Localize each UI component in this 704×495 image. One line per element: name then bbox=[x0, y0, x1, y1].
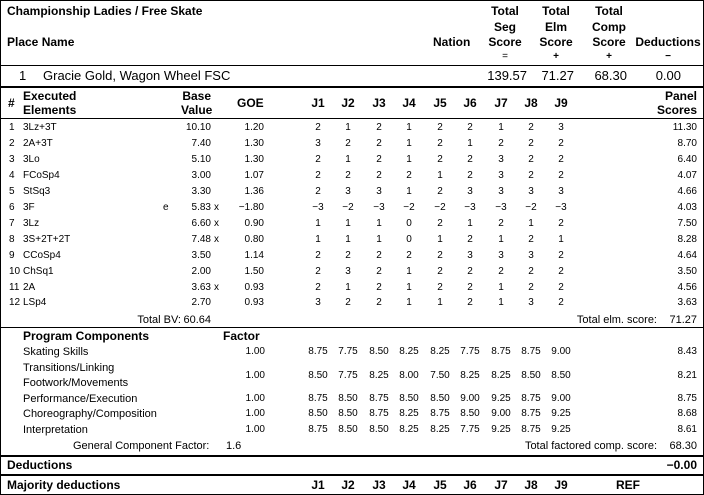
element-bonus-flag: x bbox=[214, 281, 219, 293]
element-judge-score: 2 bbox=[315, 153, 321, 165]
element-goe: 1.36 bbox=[244, 185, 264, 197]
component-label: Footwork/Movements bbox=[23, 377, 129, 389]
element-number: 6 bbox=[9, 201, 15, 213]
element-judge-score: 2 bbox=[345, 169, 351, 181]
element-base-value: 6.60 bbox=[191, 217, 211, 229]
element-judge-score: −2 bbox=[434, 201, 446, 213]
component-judge-score: 9.25 bbox=[551, 424, 571, 435]
element-judge-score: 2 bbox=[315, 122, 321, 133]
element-base-value: 3.63 bbox=[191, 281, 211, 293]
component-judge-score: 8.25 bbox=[399, 408, 419, 419]
element-judge-score: 2 bbox=[406, 249, 412, 261]
divider bbox=[1, 65, 703, 66]
element-judge-score: 3 bbox=[498, 249, 504, 261]
component-judge-score: 8.75 bbox=[369, 393, 389, 404]
element-judge-score: 2 bbox=[376, 137, 382, 149]
divider bbox=[1, 474, 703, 476]
element-base-value: 7.48 bbox=[191, 233, 211, 245]
element-base-value: 2.00 bbox=[191, 265, 211, 277]
component-judge-score: 8.75 bbox=[308, 346, 328, 357]
judge-header-j7: J7 bbox=[494, 96, 508, 110]
component-judge-score: 8.50 bbox=[369, 346, 389, 357]
total-bv-value: 60.64 bbox=[183, 314, 211, 326]
element-judge-score: 2 bbox=[437, 185, 443, 197]
component-judge-score: 8.50 bbox=[338, 393, 358, 404]
element-judge-score: 2 bbox=[315, 265, 321, 277]
component-label: Skating Skills bbox=[23, 346, 89, 358]
element-goe: 0.93 bbox=[244, 297, 264, 309]
component-panel-score: 8.21 bbox=[677, 370, 697, 381]
component-label: Choreography/Composition bbox=[23, 408, 157, 420]
component-judge-score: 8.50 bbox=[430, 393, 450, 404]
total-comp-value: 68.30 bbox=[669, 440, 697, 452]
element-base-value: 3.00 bbox=[191, 169, 211, 181]
element-judge-score: 2 bbox=[558, 297, 564, 309]
element-judge-score: 1 bbox=[498, 122, 504, 133]
judge-header-j9: J9 bbox=[554, 96, 568, 110]
element-judge-score: 3 bbox=[467, 249, 473, 261]
component-judge-score: 7.75 bbox=[338, 370, 358, 381]
element-judge-score: 2 bbox=[376, 265, 382, 277]
element-panel-score: 6.40 bbox=[677, 153, 697, 165]
judge-header-j1: J1 bbox=[311, 96, 325, 110]
element-base-value: 3.50 bbox=[191, 249, 211, 261]
divider bbox=[1, 118, 703, 119]
divider bbox=[1, 327, 703, 328]
pc-factor-header: Factor bbox=[223, 329, 260, 343]
element-judge-score: 2 bbox=[528, 281, 534, 293]
element-code: StSq3 bbox=[23, 185, 51, 197]
element-goe: 0.93 bbox=[244, 281, 264, 293]
element-judge-score: 3 bbox=[315, 297, 321, 309]
component-judge-score: 8.25 bbox=[399, 424, 419, 435]
component-judge-score: 9.00 bbox=[551, 346, 571, 357]
element-judge-score: 2 bbox=[498, 265, 504, 277]
skater-pcs: 68.30 bbox=[594, 68, 627, 83]
element-judge-score: 2 bbox=[467, 297, 473, 309]
total-bv-label: Total BV: bbox=[137, 314, 181, 326]
element-goe: 0.80 bbox=[244, 233, 264, 245]
element-judge-score: 2 bbox=[376, 281, 382, 293]
component-judge-score: 8.25 bbox=[399, 346, 419, 357]
majority-judge-j7: J7 bbox=[494, 478, 508, 492]
element-goe: 1.07 bbox=[244, 169, 264, 181]
element-judge-score: 2 bbox=[437, 265, 443, 277]
element-number: 9 bbox=[9, 249, 15, 261]
component-judge-score: 8.50 bbox=[521, 370, 541, 381]
element-judge-score: −3 bbox=[464, 201, 476, 213]
component-judge-score: 7.50 bbox=[430, 370, 450, 381]
component-judge-score: 8.50 bbox=[460, 408, 480, 419]
element-judge-score: 3 bbox=[498, 185, 504, 197]
element-judge-score: 2 bbox=[467, 122, 473, 133]
skater-tes: 71.27 bbox=[541, 68, 574, 83]
element-judge-score: 3 bbox=[376, 185, 382, 197]
element-bonus-flag: x bbox=[214, 217, 219, 229]
element-judge-score: −2 bbox=[342, 201, 354, 213]
component-label: Performance/Execution bbox=[23, 393, 138, 405]
skater-place: 1 bbox=[19, 68, 27, 83]
element-panel-score: 11.30 bbox=[672, 122, 697, 133]
judge-header-j3: J3 bbox=[372, 96, 386, 110]
element-judge-score: 3 bbox=[498, 169, 504, 181]
element-judge-score: −2 bbox=[403, 201, 415, 213]
goe-header: GOE bbox=[237, 96, 264, 110]
element-judge-score: 1 bbox=[498, 233, 504, 245]
element-number: 8 bbox=[9, 233, 15, 245]
component-judge-score: 8.25 bbox=[460, 370, 480, 381]
element-number: 4 bbox=[9, 169, 15, 181]
element-panel-score: 8.28 bbox=[677, 233, 697, 245]
element-judge-score: 3 bbox=[558, 122, 564, 133]
element-judge-score: 1 bbox=[406, 185, 412, 197]
total-elm-label: Total elm. score: bbox=[576, 314, 657, 326]
element-number: 2 bbox=[9, 137, 15, 149]
element-panel-score: 7.50 bbox=[677, 217, 697, 229]
majority-judge-j5: J5 bbox=[433, 478, 447, 492]
element-panel-score: 4.07 bbox=[677, 169, 697, 181]
element-judge-score: 2 bbox=[437, 153, 443, 165]
event-title: Championship Ladies / Free Skate bbox=[7, 4, 203, 18]
majority-judge-j4: J4 bbox=[402, 478, 416, 492]
element-code: 3Lz+3T bbox=[23, 122, 57, 133]
judge-header-j6: J6 bbox=[463, 96, 477, 110]
tes-header: Total Elm Score + bbox=[539, 4, 573, 62]
element-judge-score: 3 bbox=[345, 185, 351, 197]
majority-judge-j3: J3 bbox=[372, 478, 386, 492]
element-number: 11 bbox=[9, 281, 20, 293]
element-judge-score: 1 bbox=[437, 233, 443, 245]
component-factor: 1.00 bbox=[245, 424, 265, 435]
element-goe: −1.80 bbox=[238, 201, 264, 213]
component-judge-score: 8.75 bbox=[369, 408, 389, 419]
judge-header-j8: J8 bbox=[524, 96, 538, 110]
element-goe: 1.30 bbox=[244, 137, 264, 149]
element-judge-score: 2 bbox=[345, 249, 351, 261]
majority-judge-j6: J6 bbox=[463, 478, 477, 492]
element-judge-score: −3 bbox=[312, 201, 324, 213]
element-judge-score: 1 bbox=[376, 217, 382, 229]
element-judge-score: 1 bbox=[437, 297, 443, 309]
element-judge-score: 1 bbox=[315, 233, 321, 245]
element-judge-score: 3 bbox=[467, 185, 473, 197]
component-judge-score: 8.00 bbox=[399, 370, 419, 381]
element-judge-score: 2 bbox=[498, 137, 504, 149]
component-judge-score: 7.75 bbox=[460, 424, 480, 435]
element-judge-score: −3 bbox=[495, 201, 507, 213]
component-panel-score: 8.43 bbox=[677, 346, 697, 357]
element-judge-score: 3 bbox=[528, 185, 534, 197]
element-judge-score: 0 bbox=[406, 233, 412, 245]
element-judge-score: 1 bbox=[406, 281, 412, 293]
element-judge-score: 0 bbox=[406, 217, 412, 229]
place-name-header: Place Name bbox=[7, 35, 75, 49]
component-judge-score: 8.75 bbox=[521, 393, 541, 404]
element-code: 3Lz bbox=[23, 217, 40, 229]
element-base-value: 5.10 bbox=[191, 153, 211, 165]
element-code: 2A+3T bbox=[23, 137, 53, 149]
element-judge-score: 2 bbox=[345, 297, 351, 309]
element-judge-score: −3 bbox=[555, 201, 567, 213]
majority-judge-j1: J1 bbox=[311, 478, 325, 492]
skater-name: Gracie Gold, Wagon Wheel FSC bbox=[43, 68, 231, 83]
base-header: Base Value bbox=[181, 89, 213, 117]
element-judge-score: 1 bbox=[406, 122, 412, 133]
element-judge-score: 2 bbox=[528, 265, 534, 277]
element-code: CCoSp4 bbox=[23, 249, 61, 261]
element-judge-score: 2 bbox=[528, 233, 534, 245]
component-factor: 1.00 bbox=[245, 393, 265, 404]
element-judge-score: 3 bbox=[528, 297, 534, 309]
panel-header: Panel Scores bbox=[656, 89, 697, 117]
element-panel-score: 4.03 bbox=[677, 201, 697, 213]
element-number: 1 bbox=[9, 122, 15, 133]
element-judge-score: 1 bbox=[467, 137, 473, 149]
element-judge-score: 2 bbox=[528, 122, 534, 133]
element-judge-score: 2 bbox=[528, 169, 534, 181]
component-factor: 1.00 bbox=[245, 370, 265, 381]
element-judge-score: 2 bbox=[376, 153, 382, 165]
component-factor: 1.00 bbox=[245, 346, 265, 357]
component-judge-score: 8.75 bbox=[521, 408, 541, 419]
element-judge-score: 2 bbox=[437, 217, 443, 229]
element-code: ChSq1 bbox=[23, 265, 54, 277]
element-judge-score: 2 bbox=[376, 297, 382, 309]
component-judge-score: 8.25 bbox=[369, 370, 389, 381]
element-goe: 1.14 bbox=[244, 249, 264, 261]
element-judge-score: 2 bbox=[406, 169, 412, 181]
total-elm-value: 71.27 bbox=[669, 314, 697, 326]
element-judge-score: 3 bbox=[498, 153, 504, 165]
element-judge-score: 3 bbox=[558, 185, 564, 197]
element-code: 3F bbox=[23, 201, 35, 213]
element-panel-score: 4.56 bbox=[677, 281, 697, 293]
element-judge-score: 3 bbox=[528, 249, 534, 261]
component-judge-score: 8.50 bbox=[308, 370, 328, 381]
element-judge-score: 1 bbox=[345, 217, 351, 229]
component-judge-score: 8.75 bbox=[430, 408, 450, 419]
element-judge-score: 1 bbox=[528, 217, 534, 229]
element-judge-score: 2 bbox=[467, 153, 473, 165]
element-judge-score: −3 bbox=[373, 201, 385, 213]
deductions-value: −0.00 bbox=[666, 458, 697, 472]
component-panel-score: 8.68 bbox=[677, 408, 697, 419]
total-comp-label: Total factored comp. score: bbox=[524, 440, 657, 452]
element-judge-score: 2 bbox=[437, 122, 443, 133]
element-judge-score: 1 bbox=[437, 169, 443, 181]
majority-judge-j9: J9 bbox=[554, 478, 568, 492]
element-panel-score: 8.70 bbox=[677, 137, 697, 149]
component-judge-score: 8.50 bbox=[399, 393, 419, 404]
component-judge-score: 8.25 bbox=[430, 424, 450, 435]
element-base-value: 5.83 bbox=[191, 201, 211, 213]
element-number: 7 bbox=[9, 217, 15, 229]
component-judge-score: 8.50 bbox=[551, 370, 571, 381]
element-judge-score: 2 bbox=[528, 137, 534, 149]
component-judge-score: 9.25 bbox=[491, 424, 511, 435]
majority-judge-j8: J8 bbox=[524, 478, 538, 492]
element-judge-score: 2 bbox=[558, 249, 564, 261]
component-judge-score: 8.25 bbox=[430, 346, 450, 357]
component-judge-score: 8.50 bbox=[338, 424, 358, 435]
component-judge-score: 9.00 bbox=[491, 408, 511, 419]
element-judge-score: 3 bbox=[315, 137, 321, 149]
element-judge-score: 2 bbox=[315, 249, 321, 261]
element-code: 3Lo bbox=[23, 153, 40, 165]
element-judge-score: 2 bbox=[558, 281, 564, 293]
element-judge-score: 1 bbox=[376, 233, 382, 245]
element-judge-score: 2 bbox=[437, 137, 443, 149]
component-label: Interpretation bbox=[23, 424, 88, 436]
element-goe: 0.90 bbox=[244, 217, 264, 229]
component-panel-score: 8.75 bbox=[677, 393, 697, 404]
skater-tss: 139.57 bbox=[487, 68, 527, 83]
element-code: 3S+2T+2T bbox=[23, 233, 71, 245]
gcf-value: 1.6 bbox=[226, 440, 242, 452]
element-judge-score: 3 bbox=[345, 265, 351, 277]
num-header: # bbox=[8, 96, 15, 110]
element-judge-score: 1 bbox=[406, 297, 412, 309]
element-judge-score: 2 bbox=[467, 233, 473, 245]
element-judge-score: 2 bbox=[437, 281, 443, 293]
element-judge-score: −2 bbox=[525, 201, 537, 213]
element-judge-score: 1 bbox=[345, 233, 351, 245]
component-judge-score: 8.50 bbox=[369, 424, 389, 435]
element-judge-score: 2 bbox=[467, 265, 473, 277]
element-number: 5 bbox=[9, 185, 15, 197]
element-bonus-flag: x bbox=[214, 201, 219, 213]
element-base-value: 10.10 bbox=[185, 122, 211, 133]
component-judge-score: 9.25 bbox=[491, 393, 511, 404]
pcs-header: Total Comp Score + bbox=[592, 4, 626, 62]
element-judge-score: 2 bbox=[376, 249, 382, 261]
component-judge-score: 8.25 bbox=[491, 370, 511, 381]
element-judge-score: 2 bbox=[467, 169, 473, 181]
element-panel-score: 4.66 bbox=[677, 185, 697, 197]
element-judge-score: 1 bbox=[558, 233, 564, 245]
element-judge-score: 2 bbox=[315, 281, 321, 293]
element-judge-score: 2 bbox=[558, 169, 564, 181]
element-judge-score: 2 bbox=[558, 153, 564, 165]
element-panel-score: 3.50 bbox=[677, 265, 697, 277]
element-judge-score: 1 bbox=[345, 122, 351, 133]
element-judge-score: 2 bbox=[315, 169, 321, 181]
element-info: e bbox=[163, 201, 169, 213]
component-judge-score: 8.75 bbox=[308, 393, 328, 404]
component-judge-score: 9.00 bbox=[460, 393, 480, 404]
element-judge-score: 2 bbox=[345, 137, 351, 149]
component-judge-score: 8.75 bbox=[521, 346, 541, 357]
element-judge-score: 2 bbox=[467, 281, 473, 293]
element-code: LSp4 bbox=[23, 297, 47, 309]
component-judge-score: 9.25 bbox=[551, 408, 571, 419]
element-goe: 1.30 bbox=[244, 153, 264, 165]
element-base-value: 7.40 bbox=[191, 137, 211, 149]
element-base-value: 3.30 bbox=[191, 185, 211, 197]
majority-label: Majority deductions bbox=[7, 478, 121, 492]
judge-header-j4: J4 bbox=[402, 96, 416, 110]
ded-header: Deductions − bbox=[635, 35, 701, 62]
element-judge-score: 2 bbox=[528, 153, 534, 165]
element-judge-score: 1 bbox=[345, 153, 351, 165]
element-judge-score: 1 bbox=[315, 217, 321, 229]
element-judge-score: 1 bbox=[406, 137, 412, 149]
majority-judge-j2: J2 bbox=[341, 478, 355, 492]
element-number: 12 bbox=[9, 297, 21, 309]
divider bbox=[1, 455, 703, 457]
gcf-label: General Component Factor: bbox=[73, 440, 210, 452]
component-judge-score: 8.50 bbox=[308, 408, 328, 419]
element-goe: 1.50 bbox=[244, 265, 264, 277]
element-judge-score: 2 bbox=[558, 137, 564, 149]
element-judge-score: 1 bbox=[467, 217, 473, 229]
exec-header: Executed Elements bbox=[23, 89, 77, 117]
element-panel-score: 3.63 bbox=[677, 297, 697, 309]
element-judge-score: 2 bbox=[437, 249, 443, 261]
deductions-label: Deductions bbox=[7, 458, 73, 472]
component-factor: 1.00 bbox=[245, 408, 265, 419]
judge-header-j2: J2 bbox=[341, 96, 355, 110]
component-judge-score: 8.75 bbox=[491, 346, 511, 357]
component-judge-score: 8.75 bbox=[308, 424, 328, 435]
element-judge-score: 2 bbox=[558, 265, 564, 277]
component-judge-score: 7.75 bbox=[338, 346, 358, 357]
component-judge-score: 8.75 bbox=[521, 424, 541, 435]
element-judge-score: 2 bbox=[315, 185, 321, 197]
element-judge-score: 2 bbox=[376, 169, 382, 181]
element-judge-score: 1 bbox=[406, 265, 412, 277]
skater-ded: 0.00 bbox=[655, 68, 681, 83]
judge-header-j5: J5 bbox=[433, 96, 447, 110]
element-judge-score: 1 bbox=[498, 297, 504, 309]
element-code: 2A bbox=[23, 281, 36, 293]
element-bonus-flag: x bbox=[214, 233, 219, 245]
divider bbox=[1, 86, 703, 88]
element-code: FCoSp4 bbox=[23, 169, 60, 181]
pc-title: Program Components bbox=[23, 329, 150, 343]
tss-header: Total Seg Score = bbox=[488, 4, 522, 62]
ref-label: REF bbox=[616, 478, 640, 492]
element-judge-score: 1 bbox=[498, 281, 504, 293]
element-judge-score: 2 bbox=[498, 217, 504, 229]
component-judge-score: 8.50 bbox=[338, 408, 358, 419]
element-judge-score: 1 bbox=[406, 153, 412, 165]
component-judge-score: 7.75 bbox=[460, 346, 480, 357]
element-judge-score: 1 bbox=[345, 281, 351, 293]
nation-header: Nation bbox=[433, 35, 471, 49]
element-judge-score: 2 bbox=[376, 122, 382, 133]
element-panel-score: 4.64 bbox=[677, 249, 697, 261]
element-number: 10 bbox=[9, 265, 21, 277]
component-judge-score: 9.00 bbox=[551, 393, 571, 404]
component-label: Transitions/Linking bbox=[23, 362, 115, 374]
element-number: 3 bbox=[9, 153, 15, 165]
element-goe: 1.20 bbox=[244, 122, 264, 133]
element-judge-score: 2 bbox=[558, 217, 564, 229]
component-panel-score: 8.61 bbox=[677, 424, 697, 435]
element-base-value: 2.70 bbox=[191, 297, 211, 309]
